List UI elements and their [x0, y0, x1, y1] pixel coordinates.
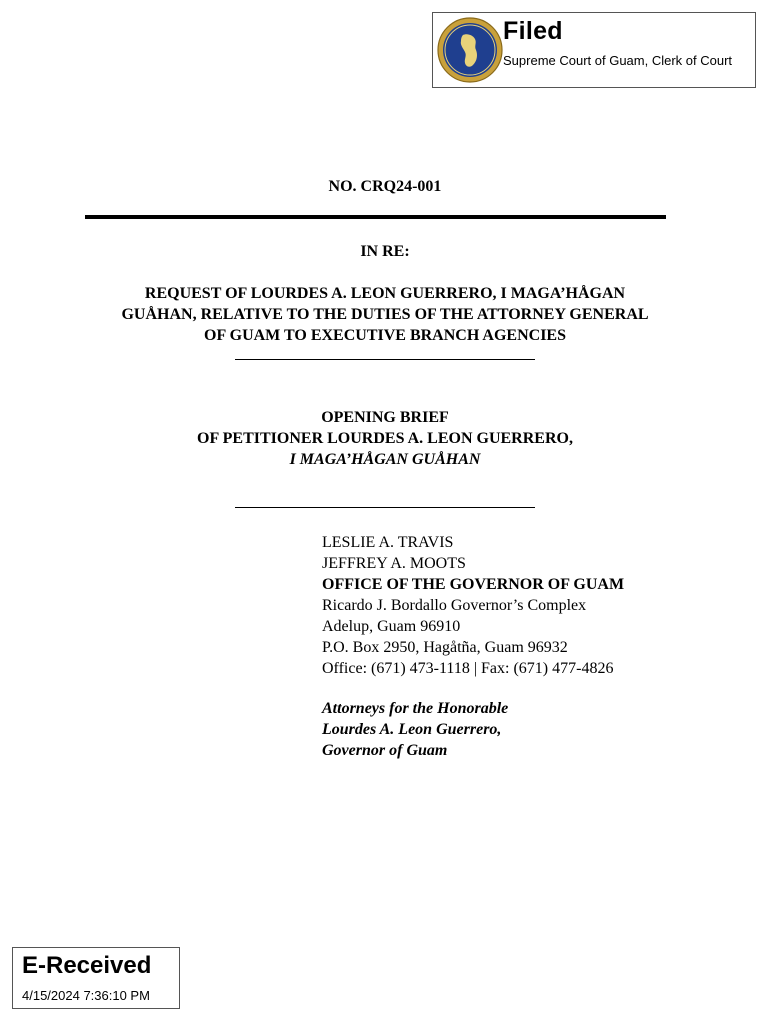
filed-subtitle: Supreme Court of Guam, Clerk of Court — [503, 53, 733, 68]
address-line: Adelup, Guam 96910 — [322, 618, 461, 635]
caption-divider — [85, 215, 666, 219]
case-number: NO. CRQ24-001 — [328, 178, 442, 195]
section-divider — [235, 359, 535, 360]
address-line: Ricardo J. Bordallo Governor’s Complex — [322, 597, 587, 614]
brief-line: OF PETITIONER LOURDES A. LEON GUERRERO, — [197, 430, 573, 447]
request-line: GUÅHAN, RELATIVE TO THE DUTIES OF THE ATTORNEY GENERAL — [121, 306, 649, 323]
request-line: OF GUAM TO EXECUTIVE BRANCH AGENCIES — [204, 327, 566, 344]
brief-line: OPENING BRIEF — [321, 409, 449, 426]
section-divider — [235, 507, 535, 508]
contact-line: Office: (671) 473-1118 | Fax: (671) 477-4826 — [322, 660, 614, 677]
attorneys-for-block — [322, 698, 508, 761]
attorney-name: LESLIE A. TRAVIS — [322, 534, 454, 551]
brief-title — [0, 407, 770, 470]
ereceived-stamp — [12, 947, 180, 1009]
attorney-name: JEFFREY A. MOOTS — [322, 555, 466, 572]
court-seal-icon — [437, 17, 503, 83]
attorneys-for-line: Governor of Guam — [322, 742, 448, 759]
request-title — [0, 283, 770, 346]
address-line: P.O. Box 2950, Hagåtña, Guam 96932 — [322, 639, 568, 656]
filed-title: Filed — [503, 17, 563, 45]
counsel-block — [322, 532, 624, 679]
attorneys-for-line: Lourdes A. Leon Guerrero, — [322, 721, 502, 738]
request-line: REQUEST OF LOURDES A. LEON GUERRERO, I MAGA’HÅGAN — [144, 285, 626, 302]
attorneys-for-line: Attorneys for the Honorable — [322, 700, 509, 717]
filed-stamp — [432, 12, 756, 88]
ereceived-timestamp: 4/15/2024 7:36:10 PM — [22, 988, 150, 1003]
brief-line: I MAGA’HÅGAN GUÅHAN — [289, 451, 481, 468]
in-re-heading: IN RE: — [360, 243, 410, 260]
office-name: OFFICE OF THE GOVERNOR OF GUAM — [322, 576, 625, 593]
ereceived-title: E-Received — [22, 952, 152, 979]
